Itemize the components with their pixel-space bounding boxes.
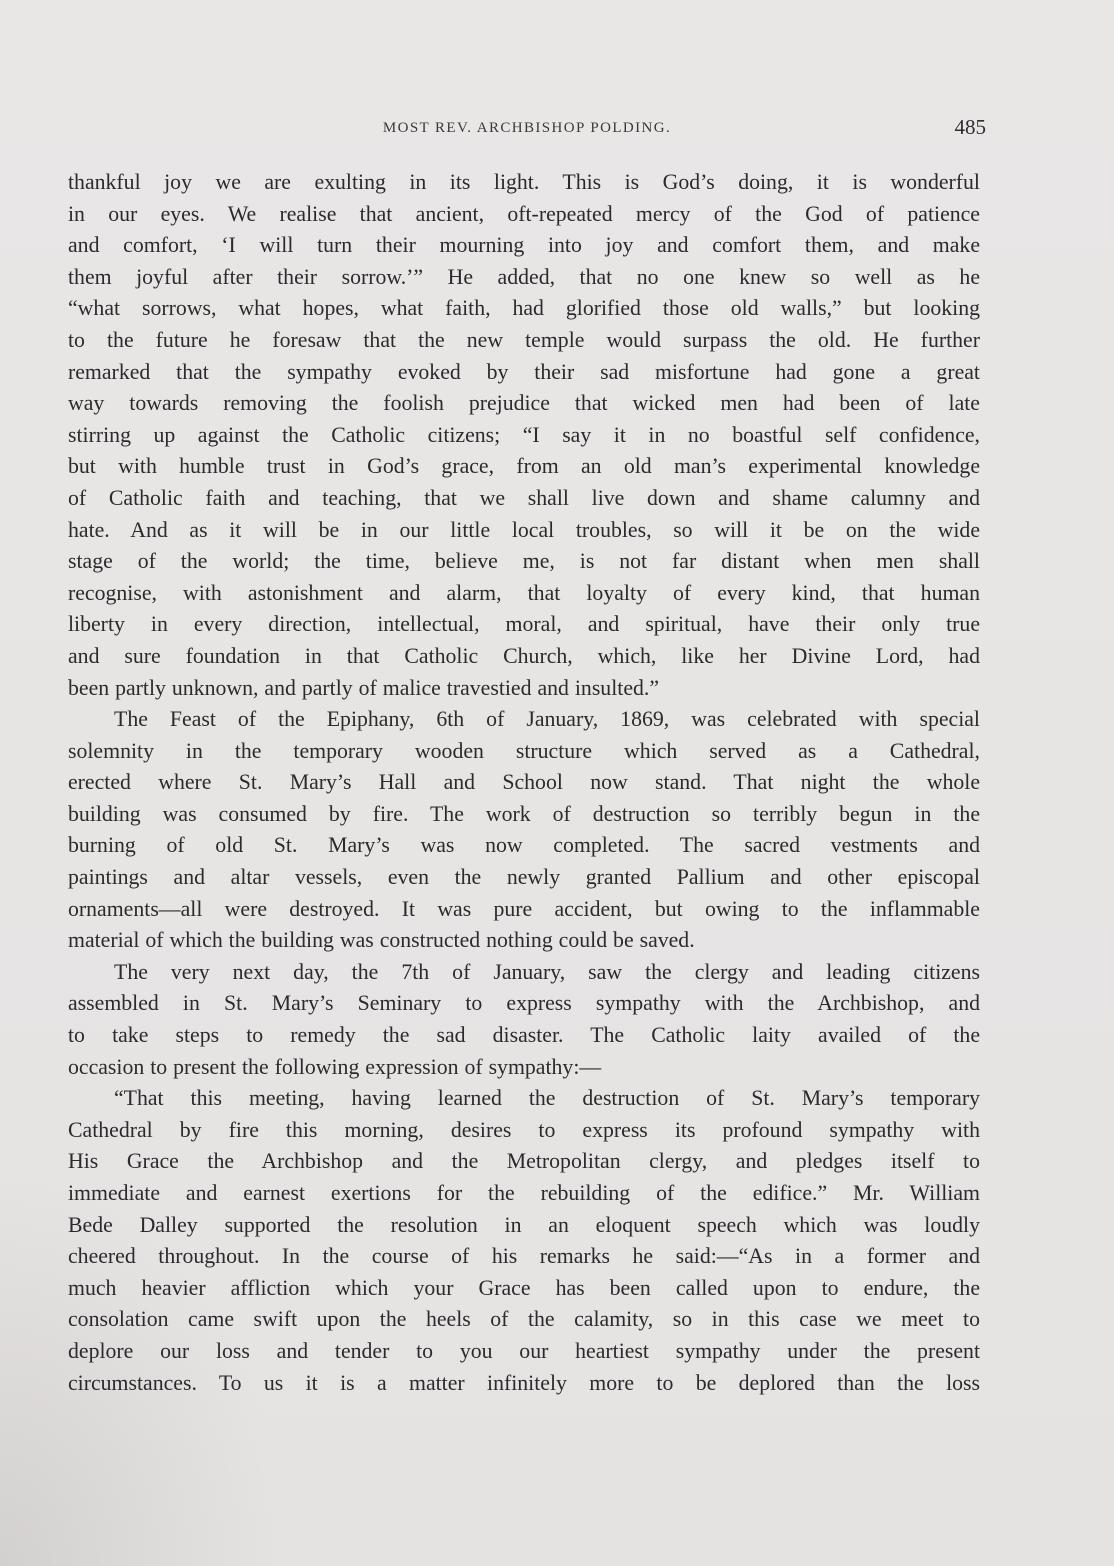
- text-line: remarked that the sympathy evoked by their sad misfortune had gone a great: [68, 359, 980, 384]
- body-text: [68, 167, 980, 1417]
- paragraph-start-line: The Feast of the Epiphany, 6th of January, 1869, was celebrated with special: [114, 707, 980, 732]
- text-line: liberty in every direction, intellectual, moral, and spiritual, have their only true: [68, 612, 980, 637]
- text-line: of Catholic faith and teaching, that we shall live down and shame calumny and: [68, 485, 980, 510]
- paragraph-start-line: The very next day, the 7th of January, saw the clergy and leading citizens: [114, 959, 980, 984]
- text-line: cheered throughout. In the course of his remarks he said:—“As in a former and: [68, 1244, 980, 1269]
- text-line: assembled in St. Mary’s Seminary to express sympathy with the Archbishop, and: [68, 991, 980, 1016]
- paragraph-end-line: material of which the building was constructed nothing could be saved.: [68, 928, 695, 953]
- text-line: stirring up against the Catholic citizens; “I say it in no boastful self confidence,: [68, 422, 980, 447]
- text-line: stage of the world; the time, believe me, is not far distant when men shall: [68, 549, 980, 574]
- text-line: erected where St. Mary’s Hall and School now stand. That night the whole: [68, 770, 980, 795]
- text-line: consolation came swift upon the heels of the calamity, so in this case we meet to: [68, 1307, 980, 1332]
- text-line: His Grace the Archbishop and the Metropolitan clergy, and pledges itself to: [68, 1149, 980, 1174]
- text-line: burning of old St. Mary’s was now completed. The sacred vestments and: [68, 833, 980, 858]
- text-line: immediate and earnest exertions for the rebuilding of the edifice.” Mr. William: [68, 1181, 980, 1205]
- text-line: to the future he foresaw that the new temple would surpass the old. He further: [68, 327, 980, 352]
- text-line: much heavier affliction which your Grace has been called upon to endure, the: [68, 1275, 980, 1300]
- text-line: recognise, with astonishment and alarm, that loyalty of every kind, that human: [68, 580, 980, 605]
- paragraph-end-line: occasion to present the following expression of sympathy:—: [68, 1054, 602, 1079]
- text-line: hate. And as it will be in our little local troubles, so will it be on the wide: [68, 517, 980, 542]
- text-line: circumstances. To us it is a matter infinitely more to be deplored than the loss: [68, 1370, 980, 1395]
- text-line: paintings and altar vessels, even the newly granted Pallium and other episcopal: [68, 865, 980, 890]
- text-line: Bede Dalley supported the resolution in an eloquent speech which was loudly: [68, 1212, 980, 1237]
- text-line: them joyful after their sorrow.’” He added, that no one knew so well as he: [68, 264, 980, 289]
- text-line: “what sorrows, what hopes, what faith, had glorified those old walls,” but looking: [68, 296, 980, 321]
- paragraph-start-line: “That this meeting, having learned the destruction of St. Mary’s temporary: [114, 1086, 980, 1111]
- text-line: and sure foundation in that Catholic Church, which, like her Divine Lord, had: [68, 643, 980, 668]
- text-line: in our eyes. We realise that ancient, oft-repeated mercy of the God of patience: [68, 201, 980, 226]
- text-line: and comfort, ‘I will turn their mourning into joy and comfort them, and make: [68, 233, 980, 258]
- text-line: to take steps to remedy the sad disaster. The Catholic laity availed of the: [68, 1023, 980, 1048]
- text-line: Cathedral by fire this morning, desires to express its profound sympathy with: [68, 1117, 980, 1142]
- text-line: way towards removing the foolish prejudice that wicked men had been of late: [68, 391, 980, 416]
- paragraph-end-line: been partly unknown, and partly of malice travestied and insulted.”: [68, 675, 660, 700]
- text-line: solemnity in the temporary wooden structure which served as a Cathedral,: [68, 738, 980, 763]
- page-number: 485: [954, 115, 986, 139]
- running-head: [68, 115, 986, 145]
- running-title: MOST REV. ARCHBISHOP POLDING.: [382, 120, 672, 136]
- text-line: building was consumed by fire. The work of destruction so terribly begun in the: [68, 801, 980, 826]
- text-line: thankful joy we are exulting in its light. This is God’s doing, it is wonderful: [68, 170, 980, 194]
- text-line: ornaments—all were destroyed. It was pure accident, but owing to the inflammable: [68, 896, 980, 921]
- text-line: but with humble trust in God’s grace, from an old man’s experimental knowledge: [68, 454, 980, 479]
- text-line: deplore our loss and tender to you our heartiest sympathy under the present: [68, 1338, 980, 1363]
